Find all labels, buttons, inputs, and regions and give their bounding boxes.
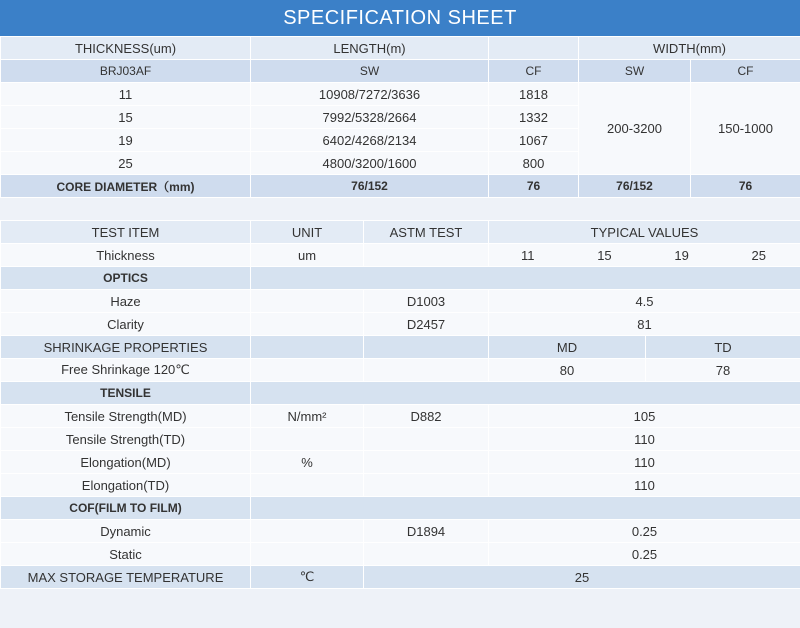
typical-value: 110 [489, 474, 800, 497]
length-cf-value: 800 [489, 152, 579, 175]
grade-label: BRJ03AF [1, 60, 251, 83]
section-row-shrinkage [1, 336, 800, 359]
width-header: WIDTH(mm) [579, 37, 800, 60]
width-cf-header: CF [691, 60, 800, 83]
table-row [1, 405, 800, 428]
test-item: Tensile Strength(TD) [1, 428, 251, 451]
width-cf-value: 150-1000 [691, 83, 800, 175]
core-sw-value: 76/152 [251, 175, 489, 198]
page-title: SPECIFICATION SHEET [0, 0, 800, 36]
typical-value: 0.25 [489, 520, 800, 543]
astm-value [364, 543, 489, 566]
unit-value [251, 520, 364, 543]
test-header-row [1, 221, 800, 244]
test-item: Static [1, 543, 251, 566]
length-cf-value: 1067 [489, 129, 579, 152]
test-item: Free Shrinkage 120℃ [1, 359, 251, 382]
typical-value: 4.5 [489, 290, 800, 313]
thickness-typical-value: 15 [597, 247, 612, 263]
core-diameter-label: CORE DIAMETER（mm) [1, 175, 251, 198]
dimension-table [0, 36, 800, 198]
thickness-row [1, 244, 800, 267]
td-value: 78 [646, 359, 800, 382]
length-sw-value: 10908/7272/3636 [251, 83, 489, 106]
astm-value [364, 474, 489, 497]
section-label: SHRINKAGE PROPERTIES [1, 336, 251, 359]
section-label: OPTICS [1, 267, 251, 290]
length-cf-value: 1332 [489, 106, 579, 129]
thickness-value: 15 [1, 106, 251, 129]
typical-values-header: TYPICAL VALUES [489, 221, 800, 244]
width-sw-value: 200-3200 [579, 83, 691, 175]
thickness-typical-value: 11 [521, 247, 535, 263]
unit-value: ℃ [251, 566, 364, 589]
unit-value: N/mm² [251, 405, 364, 428]
table-row [1, 543, 800, 566]
table-row [1, 520, 800, 543]
core-width-sw-value: 76/152 [579, 175, 691, 198]
table-row [1, 474, 800, 497]
test-item: MAX STORAGE TEMPERATURE [1, 566, 251, 589]
length-cf-header: CF [489, 60, 579, 83]
test-item: Clarity [1, 313, 251, 336]
core-width-cf-value: 76 [691, 175, 800, 198]
unit-value [251, 428, 364, 451]
table-row [1, 359, 800, 382]
test-item: Elongation(TD) [1, 474, 251, 497]
astm-value: D882 [364, 405, 489, 428]
unit-value [251, 313, 364, 336]
length-sw-header: SW [251, 60, 489, 83]
thickness-value: 19 [1, 129, 251, 152]
thickness-typical-value: 19 [674, 247, 689, 263]
table-row [1, 428, 800, 451]
table-row [1, 83, 800, 106]
typical-value: 110 [489, 428, 800, 451]
unit-value [251, 474, 364, 497]
width-sw-header: SW [579, 60, 691, 83]
length-sw-value: 4800/3200/1600 [251, 152, 489, 175]
table-row [1, 451, 800, 474]
td-header: TD [646, 336, 800, 359]
thickness-value: 25 [1, 152, 251, 175]
astm-value [364, 451, 489, 474]
test-item-header: TEST ITEM [1, 221, 251, 244]
max-storage-temp-row [1, 566, 800, 589]
test-item: Haze [1, 290, 251, 313]
test-item: Tensile Strength(MD) [1, 405, 251, 428]
dimension-subheader-row [1, 60, 800, 83]
astm-value [364, 428, 489, 451]
unit-header: UNIT [251, 221, 364, 244]
table-row [1, 290, 800, 313]
typical-value: 25 [364, 566, 800, 589]
thickness-header: THICKNESS(um) [1, 37, 251, 60]
section-row-cof [1, 497, 800, 520]
md-header: MD [489, 336, 646, 359]
length-header: LENGTH(m) [251, 37, 489, 60]
typical-value: 105 [489, 405, 800, 428]
astm-value: D1003 [364, 290, 489, 313]
astm-header: ASTM TEST [364, 221, 489, 244]
astm-value: D1894 [364, 520, 489, 543]
dimension-header-row [1, 37, 800, 60]
unit-value: % [251, 451, 364, 474]
core-cf-value: 76 [489, 175, 579, 198]
test-item: Elongation(MD) [1, 451, 251, 474]
test-table [0, 220, 800, 589]
section-row-tensile [1, 382, 800, 405]
section-gap [0, 198, 800, 220]
unit-value [251, 290, 364, 313]
core-diameter-row [1, 175, 800, 198]
typical-value: 0.25 [489, 543, 800, 566]
astm-value: D2457 [364, 313, 489, 336]
length-sw-value: 7992/5328/2664 [251, 106, 489, 129]
section-label: COF(FILM TO FILM) [1, 497, 251, 520]
typical-value: 81 [489, 313, 800, 336]
table-row [1, 313, 800, 336]
section-row-optics [1, 267, 800, 290]
thickness-value: 11 [1, 83, 251, 106]
length-cf-value: 1818 [489, 83, 579, 106]
section-label: TENSILE [1, 382, 251, 405]
typical-value: 110 [489, 451, 800, 474]
test-item: Dynamic [1, 520, 251, 543]
md-value: 80 [489, 359, 646, 382]
unit-value [251, 543, 364, 566]
length-sw-value: 6402/4268/2134 [251, 129, 489, 152]
test-item: Thickness [1, 244, 251, 267]
unit-value: um [251, 244, 364, 267]
thickness-typical-value: 25 [751, 247, 766, 263]
